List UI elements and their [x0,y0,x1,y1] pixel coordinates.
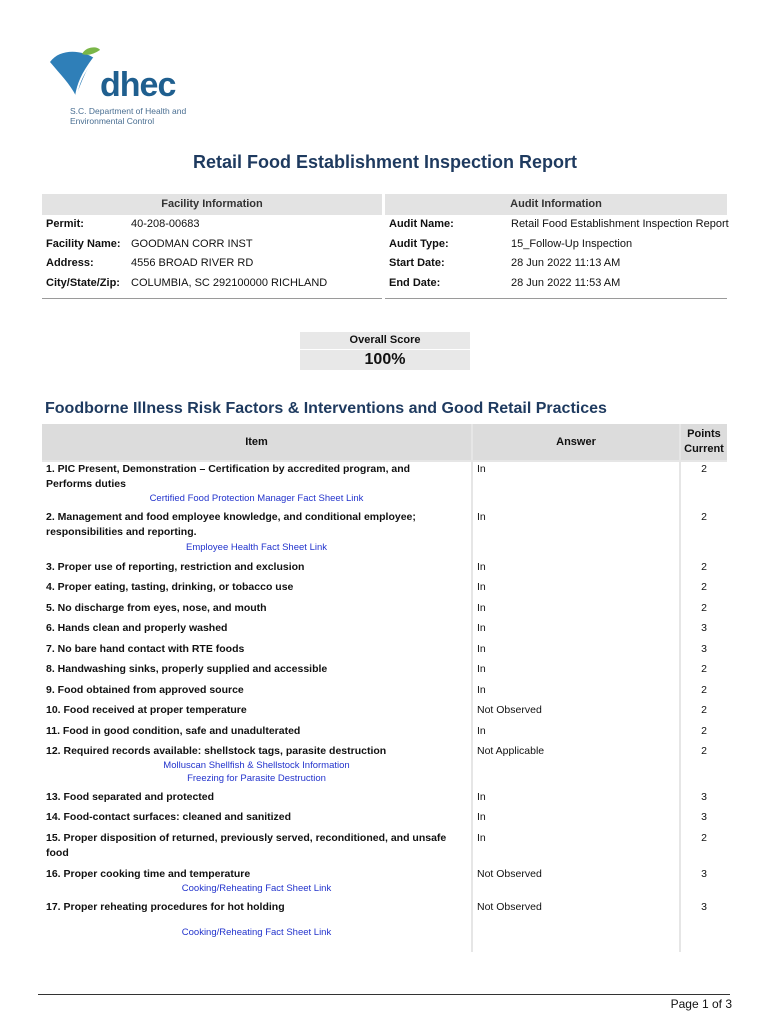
inspection-table [42,424,727,952]
section-title: Foodborne Illness Risk Factors & Interventions and Good Retail Practices [45,400,607,417]
audit-row [385,254,727,274]
facility-information-header: Facility Information [42,194,382,215]
item-text: 6. Hands clean and properly washed [46,622,228,634]
logo-subtitle-line: S.C. Department of Health and [70,106,187,116]
item-text: 2. Management and food employee knowledge, and conditional employee; responsibilities and reporting. [46,511,416,538]
points-value: 2 [701,832,707,844]
item-text: 12. Required records available: shellstock tags, parasite destruction [46,745,387,757]
answer-value: In [477,684,486,696]
field-label: Audit Name: [389,218,454,230]
facility-row [42,254,382,274]
facility-row [42,274,382,294]
points-value: 2 [701,704,707,716]
item-text: 15. Proper disposition of returned, previously served, reconditioned, and unsafe food [46,832,447,859]
answer-value: In [477,463,486,475]
audit-information-header: Audit Information [385,194,727,215]
field-label: Facility Name: [46,237,121,250]
column-header-item: Item [42,424,471,460]
item-text: 9. Food obtained from approved source [46,684,244,696]
points-value: 2 [701,463,707,475]
column-header-points [681,424,727,460]
item-text: 4. Proper eating, tasting, drinking, or tobacco use [46,581,294,593]
points-value: 2 [701,663,707,675]
field-label: City/State/Zip: [46,276,120,289]
overall-score-value: 100% [364,351,406,368]
facility-row [42,235,382,255]
field-value: 15_Follow-Up Inspection [511,237,633,250]
answer-value: In [477,561,486,573]
palmetto-leaf-icon [42,44,102,104]
page-number: Page 1 of 3 [670,997,732,1011]
answer-value: In [477,811,486,823]
overall-score-label: Overall Score [300,332,470,350]
answer-value: Not Applicable [477,745,545,757]
report-title: Retail Food Establishment Inspection Report [192,152,578,172]
points-value: 2 [701,511,707,523]
logo-wordmark: dhec [100,66,176,104]
answer-value: In [477,832,486,844]
field-value: GOODMAN CORR INST [131,237,253,250]
item-text: 13. Food separated and protected [46,791,215,803]
answer-value: In [477,511,486,523]
answer-value: In [477,581,486,593]
answer-value: In [477,643,486,655]
points-header-line: Points [687,428,721,440]
fact-sheet-link[interactable]: Cooking/Reheating Fact Sheet Link [181,927,332,938]
footer-divider [38,994,730,995]
facility-row [42,215,382,235]
points-value: 3 [701,811,707,823]
points-value: 2 [701,725,707,737]
item-text: 1. PIC Present, Demonstration – Certification by accredited program, and Performs duties [46,463,411,490]
field-value: 40-208-00683 [131,218,200,230]
audit-row [385,274,727,294]
audit-row [385,215,727,235]
field-value: 4556 BROAD RIVER RD [131,257,254,269]
fact-sheet-link[interactable]: Cooking/Reheating Fact Sheet Link [181,883,332,894]
answer-value: Not Observed [477,868,542,880]
audit-row [385,235,727,255]
overall-score-box [300,332,470,370]
points-value: 2 [701,602,707,614]
points-value: 3 [701,868,707,880]
item-text: 3. Proper use of reporting, restriction and exclusion [46,561,305,573]
field-value: 28 Jun 2022 11:53 AM [511,276,621,289]
field-value: COLUMBIA, SC 292100000 RICHLAND [131,276,328,289]
item-text: 17. Proper reheating procedures for hot holding [46,901,285,913]
points-value: 3 [701,791,707,803]
field-label: End Date: [389,276,441,289]
field-label: Audit Type: [389,237,449,250]
item-text: 8. Handwashing sinks, properly supplied and accessible [46,663,328,675]
field-label: Permit: [46,218,84,230]
logo-subtitle [70,106,210,126]
shellfish-info-link[interactable]: Molluscan Shellfish & Shellstock Information [163,760,350,771]
fact-sheet-link[interactable]: Certified Food Protection Manager Fact Sheet Link [149,493,364,504]
answer-value: In [477,725,486,737]
item-text: 5. No discharge from eyes, nose, and mouth [46,602,267,614]
points-value: 3 [701,622,707,634]
points-value: 2 [701,684,707,696]
audit-information [385,194,727,299]
answer-value: Not Observed [477,901,542,913]
item-text: 7. No bare hand contact with RTE foods [46,643,245,655]
parasite-destruction-link[interactable]: Freezing for Parasite Destruction [187,773,326,784]
answer-value: In [477,622,486,634]
facility-information [42,194,382,299]
answer-value: Not Observed [477,704,542,716]
points-value: 2 [701,745,707,757]
field-value: Retail Food Establishment Inspection Report [511,218,729,230]
points-value: 3 [701,643,707,655]
points-value: 2 [701,561,707,573]
answer-value: In [477,791,486,803]
logo-subtitle-line: Environmental Control [70,116,155,126]
points-header-line: Current [684,443,724,455]
item-text: 14. Food-contact surfaces: cleaned and sanitized [46,811,292,823]
field-value: 28 Jun 2022 11:13 AM [511,257,621,269]
answer-value: In [477,663,486,675]
points-value: 2 [701,581,707,593]
dhec-logo [42,44,202,130]
field-label: Address: [46,257,94,269]
points-value: 3 [701,901,707,913]
item-text: 11. Food in good condition, safe and unadulterated [46,725,301,737]
info-panel [42,194,727,298]
item-text: 16. Proper cooking time and temperature [46,868,251,880]
column-header-answer: Answer [473,424,679,460]
field-label: Start Date: [389,257,445,269]
answer-value: In [477,602,486,614]
fact-sheet-link[interactable]: Employee Health Fact Sheet Link [186,542,327,553]
item-text: 10. Food received at proper temperature [46,704,247,716]
